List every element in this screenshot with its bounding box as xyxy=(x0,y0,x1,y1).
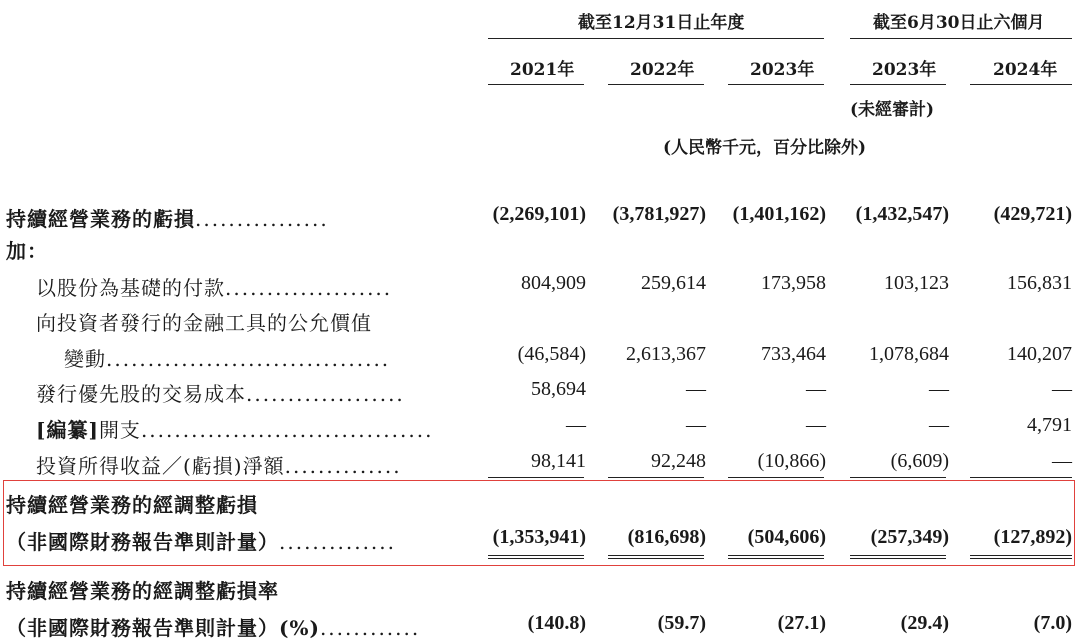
row-sbp-2023-h1: 103,123 xyxy=(884,272,949,294)
row-fv-2022: 2,613,367 xyxy=(626,343,706,365)
row-loss-2021: (2,269,101) xyxy=(492,203,586,225)
row-exp-2024-h1: 4,791 xyxy=(1027,414,1072,436)
row-exp-2021: — xyxy=(566,414,586,436)
row-rate-2022: (59.7) xyxy=(657,612,706,634)
row-label-loss: 持續經營業務的虧損................ xyxy=(6,207,329,231)
total-rule-2022-b xyxy=(608,558,704,559)
row-pref-2022: — xyxy=(686,378,706,400)
row-sbp-2024-h1: 156,831 xyxy=(1007,272,1072,294)
year-rule-2022 xyxy=(608,84,704,85)
unaudited-note: (未經審計) xyxy=(850,100,935,120)
total-rule-2024-h1-a xyxy=(970,555,1072,556)
row-sbp-2023: 173,958 xyxy=(761,272,826,294)
subtotal-rule-2023 xyxy=(728,477,824,478)
total-rule-2021-a xyxy=(488,555,584,556)
total-rule-2022-a xyxy=(608,555,704,556)
row-label-share-based-payments: 以股份為基礎的付款.................... xyxy=(36,276,393,300)
total-rule-2024-h1-b xyxy=(970,558,1072,559)
row-fv-2023-h1: 1,078,684 xyxy=(869,343,949,365)
year-rule-2023-h1 xyxy=(850,84,946,85)
header-year-2024-h1: 2024年 xyxy=(993,60,1058,80)
total-rule-2023-b xyxy=(728,558,824,559)
row-inv-2023: (10,866) xyxy=(757,450,826,472)
row-inv-2022: 92,248 xyxy=(651,450,706,472)
row-pref-2023-h1: — xyxy=(929,378,949,400)
row-adj-2023: (504,606) xyxy=(747,526,826,548)
subtotal-rule-2021 xyxy=(488,477,584,478)
year-rule-2023 xyxy=(728,84,824,85)
row-label-adjusted-loss-rate-non-ifrs: （非國際財務報告準則計量）(%)............ xyxy=(6,616,421,640)
row-adj-2022: (816,698) xyxy=(627,526,706,548)
header-year-2021: 2021年 xyxy=(510,60,575,80)
subtotal-rule-2024-h1 xyxy=(970,477,1072,478)
header-year-2023: 2023年 xyxy=(750,60,815,80)
row-loss-2023: (1,401,162) xyxy=(732,203,826,225)
row-label-fair-value: 向投資者發行的金融工具的公允價值 xyxy=(36,311,372,335)
row-label-adjusted-loss-non-ifrs: （非國際財務報告準則計量）.............. xyxy=(6,530,397,554)
row-pref-2023: — xyxy=(806,378,826,400)
header-group-six-months: 截至6月30日止六個月 xyxy=(873,13,1045,33)
row-rate-2023-h1: (29.4) xyxy=(900,612,949,634)
row-label-redacted-expenses: [編纂]開支................................... xyxy=(36,418,434,442)
row-fv-2021: (46,584) xyxy=(517,343,586,365)
row-label-add: 加： xyxy=(6,239,48,263)
total-rule-2021-b xyxy=(488,558,584,559)
year-rule-2024-h1 xyxy=(970,84,1072,85)
row-label-adjusted-loss: 持續經營業務的經調整虧損 xyxy=(6,493,258,517)
row-pref-2021: 58,694 xyxy=(531,378,586,400)
header-rule-six-months xyxy=(850,38,1072,39)
total-rule-2023-h1-a xyxy=(850,555,946,556)
row-rate-2021: (140.8) xyxy=(527,612,586,634)
header-rule-fiscal xyxy=(488,38,824,39)
header-group-fiscal-year: 截至12月31日止年度 xyxy=(578,13,745,33)
row-rate-2024-h1: (7.0) xyxy=(1033,612,1072,634)
row-loss-2024-h1: (429,721) xyxy=(993,203,1072,225)
row-adj-2021: (1,353,941) xyxy=(492,526,586,548)
row-label-investment-gains: 投資所得收益／(虧損)淨額.............. xyxy=(36,454,402,478)
row-inv-2023-h1: (6,609) xyxy=(890,450,949,472)
row-fv-2023: 733,464 xyxy=(761,343,826,365)
row-loss-2023-h1: (1,432,547) xyxy=(855,203,949,225)
row-sbp-2022: 259,614 xyxy=(641,272,706,294)
subtotal-rule-2022 xyxy=(608,477,704,478)
row-label-adjusted-loss-rate: 持續經營業務的經調整虧損率 xyxy=(6,579,279,603)
unit-note: (人民幣千元，百分比除外) xyxy=(663,138,867,158)
row-adj-2023-h1: (257,349) xyxy=(870,526,949,548)
total-rule-2023-h1-b xyxy=(850,558,946,559)
year-rule-2021 xyxy=(488,84,584,85)
row-label-fair-value-changes: 變動.................................. xyxy=(64,347,391,371)
row-adj-2024-h1: (127,892) xyxy=(993,526,1072,548)
subtotal-rule-2023-h1 xyxy=(850,477,946,478)
row-rate-2023: (27.1) xyxy=(777,612,826,634)
row-inv-2024-h1: — xyxy=(1052,450,1072,472)
row-exp-2023-h1: — xyxy=(929,414,949,436)
row-label-preferred-cost: 發行優先股的交易成本................... xyxy=(36,382,405,406)
row-exp-2023: — xyxy=(806,414,826,436)
row-loss-2022: (3,781,927) xyxy=(612,203,706,225)
total-rule-2023-a xyxy=(728,555,824,556)
header-year-2022: 2022年 xyxy=(630,60,695,80)
header-year-2023-h1: 2023年 xyxy=(872,60,937,80)
row-inv-2021: 98,141 xyxy=(531,450,586,472)
row-exp-2022: — xyxy=(686,414,706,436)
row-sbp-2021: 804,909 xyxy=(521,272,586,294)
row-fv-2024-h1: 140,207 xyxy=(1007,343,1072,365)
row-pref-2024-h1: — xyxy=(1052,378,1072,400)
